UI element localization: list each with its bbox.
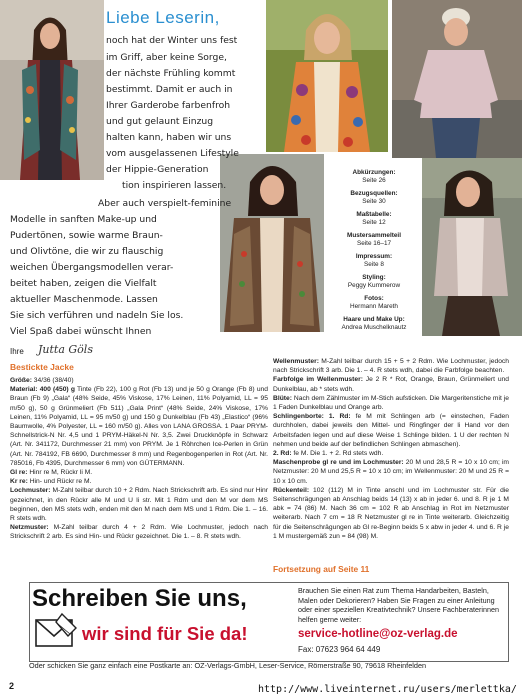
- paragraph-text: 102 (112) M in Tinte anschl und im Lochmuster str. Für die Seitenschrägungen ab Anschlag beids 14 (13) x ab in jeder 6. und 8. R je 1 M abk = 74 (86) M. Nach 36 cm = 102 R ab Anschlag in Rot im Netzmuster weiterarb. Nach 7 cm = 18 R Netzmuster gl re in Tinte weiterarb. Gleichzeitig für die Seitenschrägungen ab Gl re-Beginn beids 5 x abw in jeder 4. und 6. R je 1 M mustergemäß zun = 84 (98) M.: [273, 486, 509, 540]
- photo-model-vest: [0, 0, 104, 180]
- intro-line: im Griff, aber keine Sorge,: [106, 52, 227, 63]
- paragraph-text: 34/36 (38/40): [31, 377, 74, 384]
- intro-line: noch hat der Winter uns fest: [106, 35, 238, 46]
- article-paragraph: [10, 477, 268, 486]
- article-paragraph: [273, 458, 509, 486]
- paragraph-heading: Farbfolge im Wellenmuster:: [273, 376, 363, 384]
- paragraph-heading: Maschenprobe gl re und im Lochmuster:: [273, 459, 404, 467]
- credit-label: Styling:: [362, 274, 386, 281]
- postcard-address: Oder schicken Sie ganz einfach eine Postkarte an: OZ-Verlags-GmbH, Leser-Service, Römerstraße 90, 79618 Rheinfelden: [29, 661, 427, 670]
- article-paragraph: [273, 394, 509, 412]
- article-paragraph: [10, 376, 268, 385]
- intro-line: der Hippie-Generation: [106, 164, 209, 175]
- article-paragraph: [273, 375, 509, 393]
- editor-signature: Jutta Göls: [38, 343, 93, 356]
- paragraph-text: M-Zahl teilbar durch 10 + 2 Rdm. Nach Strickschrift arb. Es sind nur Hinr gezeichnet, in den Rückr alle M und U li str. Mit 1 Rdm und den M vor dem MS beginnen, den MS stets wdh, enden mit den M nach dem MS und 1 Rdm. Die 1. – 16. R stets wdh.: [10, 487, 268, 523]
- credit-value: Seite 26: [362, 177, 386, 184]
- intro-line: Sie sich verführen und nadeln Sie los.: [10, 310, 184, 321]
- credit-value: Seite 12: [362, 219, 386, 226]
- paragraph-heading: Rückenteil:: [273, 486, 310, 494]
- credit-value: Hermann Mareth: [350, 303, 398, 310]
- credit-value: Peggy Kummerow: [347, 282, 401, 289]
- paragraph-text: 20 M und 28,5 R = 10 x 10 cm; im Netzmuster: 20 M und 25,5 R = 10 x 10 cm; im Wellenmuster: 20 M und 25 R = 10 x 10 cm.: [273, 459, 510, 485]
- paragraph-text: Tinte (Fb 22), 100 g Rot (Fb 13) und je 50 g Orange (Fb 8) und Braun (Fb 9) „Gala“ (48% Seide, 45% Viskose, 17% Leinen, 11% Polyamid, LL = 95 m/50 g), 50 g Grünmeliert (Fb 511) „Gala Print“ (48% Seide, 24% Viskose, 17% Leinen, 11% Polyamid, LL = 95 m/50 g) und 150 g Dunkelblau (Fb 43) „Elastico“ (96% Baumwolle, 4% Polyester, LL = 160 m/50 g). Alles von LANA GROSSA. 1 Paar PRYM-Schnellstrick-N Nr. 4,5 und 1 PRYM-Häkel-N Nr. 3,5. Zwei Druckknöpfe in Schwarz (Art. Nr. 341172, Durchmesser 21 mm) von PRYM. Je 1 Röhrchen Ice-Perlen in Grün (Art. Nr. 784192, FB 6690, Durchmesser 8 mm) und Regenbogenperlen in Rot (Art. Nr. 785016, Fb 4395, Durchmesser 6 mm) von GÜTERMANN.: [10, 386, 268, 467]
- watermark-url: http://www.liveinternet.ru/users/merlettka/: [258, 684, 517, 695]
- credit-label: Impressum:: [355, 253, 393, 260]
- credit-label: Haare und Make Up:: [343, 316, 405, 323]
- photo-model-brown-jacket: [220, 154, 324, 332]
- intro-line: beitet haben, zeigen die Vielfalt: [10, 278, 157, 289]
- intro-line: der nächste Frühling kommt: [106, 68, 236, 79]
- article-paragraph: [273, 449, 509, 458]
- paragraph-text: fe M. Die 1. + 2. Rd stets wdh.: [291, 450, 384, 458]
- article-title: Bestickte Jacke: [10, 362, 74, 372]
- paragraph-heading: Schlingenborte: 1. Rd:: [273, 413, 351, 421]
- article-paragraph: [273, 357, 509, 375]
- paragraph-text: Nach dem Zählmuster im M-Stich aufsticken. Die Margeritenstiche mit je 1 Faden Dunkelblau und Orange arb.: [273, 394, 509, 412]
- photo-model-orange-bolero: [266, 0, 388, 152]
- article-paragraph: [273, 412, 509, 449]
- paragraph-heading: Material: 400 (450) g: [10, 386, 75, 394]
- article-paragraph: [10, 523, 268, 541]
- photo-model-grey-cardigan: [422, 158, 522, 336]
- paragraph-text: M-Zahl teilbar durch 15 + 5 + 2 Rdm. Wie Lochmuster, jedoch nach Strickschrift 3 arb. Die 1. – 4. R stets wdh, dabei die Farbfolge beachten.: [273, 358, 509, 375]
- service-hotline-link[interactable]: service-hotline@oz-verlag.de: [298, 628, 458, 640]
- article-paragraph: [10, 486, 268, 523]
- intro-line: aktueller Maschenmode. Lassen: [10, 294, 158, 305]
- article-paragraph: [10, 468, 268, 477]
- paragraph-text: Hin- und Rückr re M.: [27, 478, 92, 486]
- intro-line: vom ausgelassenen Lifestyle: [106, 148, 239, 159]
- intro-line: und gut gelaunt Einzug: [106, 116, 214, 127]
- credit-label: Fotos:: [364, 295, 384, 302]
- intro-line: Modelle in sanften Make-up und: [10, 214, 157, 225]
- credits-box: [330, 169, 418, 337]
- intro-line: Pudertönen, sowie warme Braun-: [10, 230, 163, 241]
- intro-line: halten kann, haben wir uns: [106, 132, 232, 143]
- letter-icon: [34, 612, 78, 652]
- paragraph-heading: Größe:: [10, 377, 32, 384]
- paragraph-heading: Gl re:: [10, 469, 28, 477]
- paragraph-heading: Lochmuster:: [10, 487, 51, 495]
- paragraph-heading: Kr re:: [10, 478, 28, 486]
- paragraph-heading: 2. Rd:: [273, 450, 292, 458]
- paragraph-text: M-Zahl teilbar durch 4 + 2 Rdm. Wie Lochmuster, jedoch nach Strickschrift 2 arb. Es sind Hin- und Rückr gezeichnet. Die 1. – 8. R stets wdh.: [10, 524, 268, 541]
- article-right-column: [273, 357, 509, 541]
- credit-value: Seite 30: [362, 198, 386, 205]
- photo-model-pink-tunic: [392, 0, 522, 158]
- article-left-column: [10, 376, 268, 542]
- credit-value: Seite 8: [364, 261, 384, 268]
- paragraph-text: fe M mit Schlingen arb (= einstechen, Faden durchholen, dabei jeweils den Mittel- und Ringfinger der li Hand vor den Arbeitsfaden legen und auf diese Weise 1 Schlinge bilden. 1 U der rechten N nehmen und beide auf der befindlichen Schlingen abmaschen).: [273, 413, 510, 448]
- credit-value: Andrea Muschelknautz: [341, 324, 407, 331]
- paragraph-text: Hinr re M, Rückr li M.: [27, 469, 93, 477]
- signature-prefix: Ihre: [10, 347, 24, 356]
- credit-label: Mustersammelteil: [347, 232, 401, 239]
- fax-number: Fax: 07623 964 64 449: [298, 645, 381, 654]
- paragraph-text: Je 2 R * Rot, Orange, Braun, Grünmeliert und Dunkelblau, ab * stets wdh.: [273, 376, 509, 393]
- intro-line: tion inspirieren lassen.: [122, 180, 227, 191]
- ad-headline: Schreiben Sie uns,: [32, 585, 247, 612]
- credit-label: Abkürzungen:: [352, 169, 396, 176]
- intro-line: und Olivtöne, die wir zu flauschig: [10, 246, 164, 257]
- intro-title: Liebe Leserin,: [106, 8, 220, 27]
- intro-line: Aber auch verspielt-feminine: [98, 198, 232, 209]
- credit-label: Maßtabelle:: [356, 211, 392, 218]
- ad-subline: wir sind für Sie da!: [82, 623, 248, 644]
- intro-line: Ihrer Garderobe farbenfroh: [106, 100, 231, 111]
- continued-note: Fortsetzung auf Seite 11: [273, 564, 370, 574]
- article-paragraph: [273, 486, 509, 541]
- intro-line: weichen Übergangsmodellen verar-: [10, 262, 174, 273]
- page-number: 2: [9, 681, 15, 691]
- paragraph-heading: Wellenmuster:: [273, 358, 319, 365]
- ad-text: Brauchen Sie einen Rat zum Thema Handarbeiten, Basteln, Malen oder Dekorieren? Haben Sie Fragen zu einer Anleitung oder einer speziellen Kreativtechnik? Unsere Fachberaterinnen helfen gerne weiter:: [298, 586, 499, 624]
- credit-value: Seite 16–17: [356, 240, 392, 247]
- credit-label: Bezugsquellen:: [350, 190, 398, 197]
- paragraph-heading: Blüte:: [273, 394, 292, 402]
- paragraph-heading: Netzmuster:: [10, 524, 49, 532]
- intro-line: bestimmt. Damit er auch in: [106, 84, 233, 95]
- article-paragraph: [10, 385, 268, 468]
- intro-line: Viel Spaß dabei wünscht Ihnen: [10, 326, 152, 337]
